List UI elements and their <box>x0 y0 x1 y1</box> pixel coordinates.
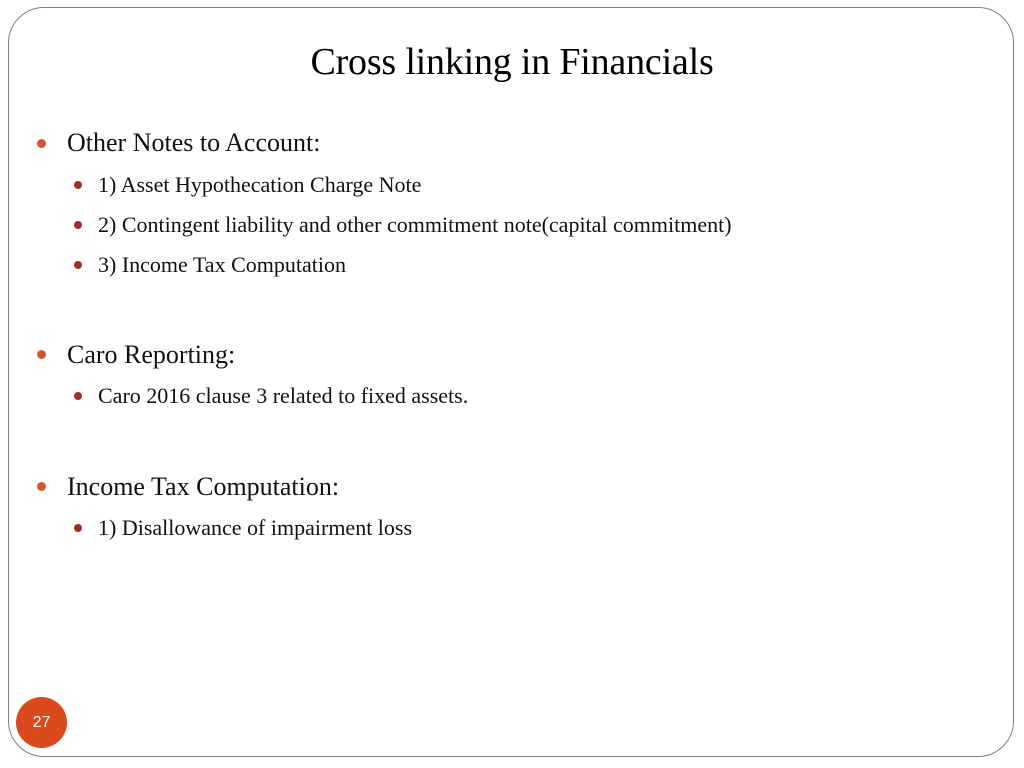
list-item: Caro 2016 clause 3 related to fixed assets. <box>98 383 469 408</box>
section-heading-caro-reporting: Caro Reporting: <box>67 340 236 369</box>
sub-bullet-icon <box>74 181 82 189</box>
sub-bullet-icon <box>74 392 82 400</box>
section-heading-other-notes: Other Notes to Account: <box>67 128 321 157</box>
bullet-icon <box>37 350 46 359</box>
list-item: 1) Disallowance of impairment loss <box>98 515 413 540</box>
section-heading-income-tax: Income Tax Computation: <box>67 472 340 501</box>
list-item: 3) Income Tax Computation <box>98 252 346 277</box>
bullet-icon <box>37 482 46 491</box>
list-item: 1) Asset Hypothecation Charge Note <box>98 172 422 197</box>
sub-bullet-icon <box>74 221 82 229</box>
sub-bullet-icon <box>74 261 82 269</box>
sub-bullet-icon <box>74 524 82 532</box>
list-item: 2) Contingent liability and other commitment note(capital commitment) <box>98 212 732 237</box>
slide-title: Cross linking in Financials <box>310 41 714 83</box>
bullet-icon <box>37 139 46 148</box>
slide-frame <box>8 7 1014 757</box>
page-number-badge: 27 <box>16 697 67 748</box>
